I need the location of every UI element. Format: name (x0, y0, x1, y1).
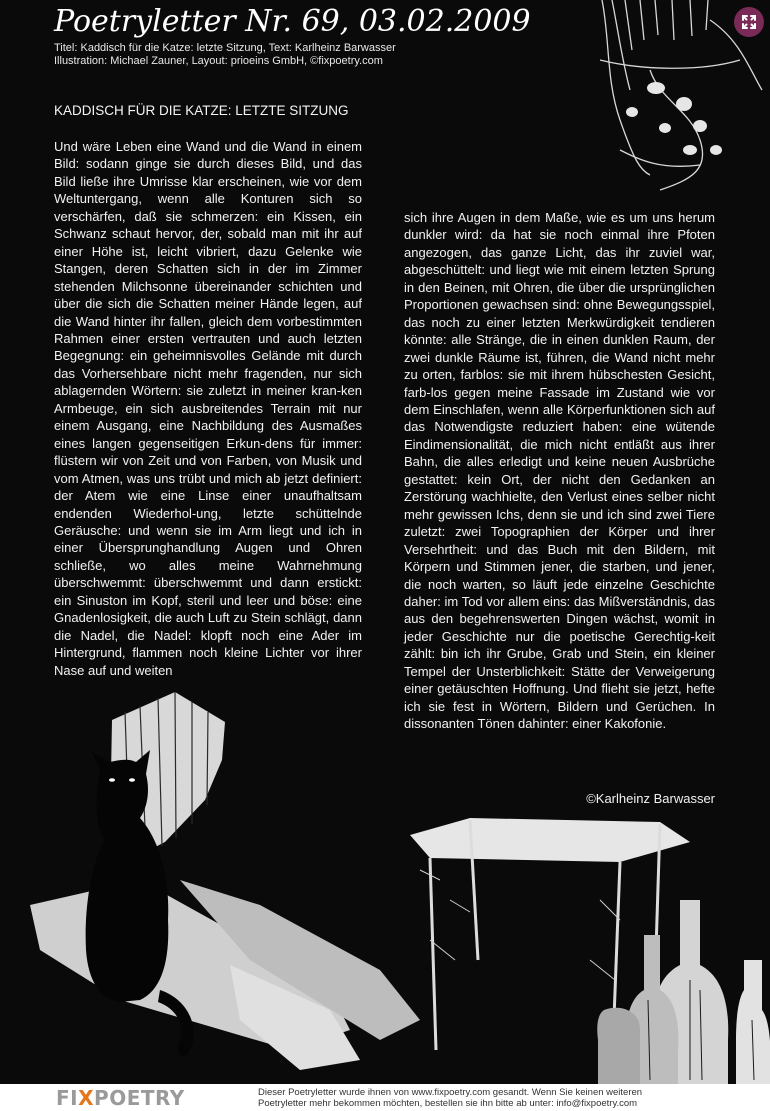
expand-icon (734, 7, 764, 37)
bottles-illustration (597, 900, 770, 1084)
page-title: Poetryletter Nr. 69, 03.02.2009 (54, 4, 531, 39)
footer-note (258, 1087, 642, 1109)
footer-note-line-2: Poetryletter mehr bekommen möchten, bestellen sie ihn bitte ab unter: info@fixpoetry.com (258, 1098, 638, 1109)
footer (0, 1084, 770, 1111)
logo-text-right: POETRY (94, 1086, 185, 1110)
logo-text-left: FI (56, 1086, 79, 1110)
footer-note-line-1: Dieser Poetryletter wurde ihnen von www.fixpoetry.com gesandt. Wenn Sie keinen weiteren (258, 1087, 643, 1098)
window-light (30, 692, 420, 1070)
poem-column-2: sich ihre Augen in dem Maße, wie es um uns herum dunkler wird: da hat sie noch einmal ihre Pfoten angezogen, das ganze Licht, das ihr zuviel war, abgeschüttelt: und liegt wie mit einem letzten Sprung in den Beinen, mit Ohren, die über die ursprünglichen Proportionen gewachsen sind: ohne Bewegungsspiel, das noch zu einer letzten Merkwürdigkeit tendieren könnte: alle Stränge, die in einen dunklen Raum, der zwei dunkle Räume ist, führen, die Wand nicht mehr zu orten, farblos: sie mit ihrem hübschesten Gesicht, farb-los gegen meine Fassade im Zustand wie vor dem Einschlafen, wenn alle Körperfunktionen sich auf das Notwendigste reduziert haben: eine wütende Eindimensionalität, die mich nicht entläßt aus ihrer Bahn, die alles erledigt und keine neuen Ausbrüche gestattet: kein Ort, der nicht den Gedanken an Zerstörung wachhielte, den Verlust eines selber nicht mehr gewissen Ichs, denn sie und ich sind zwei Tiere zuletzt: zwei Topographien der Körper und ihrer Versehrtheit: und das Buch mit den Bildern, mit Körpern und Stimmen jener, die starben, und jener, die noch warten, so läuft jede einzelne Geschichte daher: im Tod vor allem eins: das Mißverständnis, das aus den begehrenswerten Dingen wächst, womit in jeder Geschichte nur die poetische Gerechtig-keit zählt: bin ich ihr Grube, Grab und Stein, ein kleiner Tempel der Unsterblichkeit: Stätte der Verweigerung einer getäuschten Hoffnung. Und flieht sie jetzt, hefte ich sie fest in Wörtern, Bildern und Gerüchen. In dissonanten Tönen dahinter: einer Kakofonie. (404, 210, 715, 732)
credit-line-text: Titel: Kaddisch für die Katze: letzte Sitzung, Text: Karlheinz Barwasser (54, 42, 396, 54)
leaf-cluster (626, 82, 722, 155)
fixpoetry-logo[interactable] (56, 1086, 185, 1110)
poem-column-1: Und wäre Leben eine Wand und die Wand in einem Bild: sodann ginge sie durch dieses Bild, und das Bild ließe ihre Umrisse klar erscheinen, wie vor dem Weltuntergang, wenn alle Konturen sich so verschärfen, daß sie schmerzen: ein Kissen, ein Schwanz schaut hervor, der, sobald man mit ihr auf einer Höhe ist, leicht vibriert, dazu Gelenke wie Stangen, deren Schatten sich in der im Zimmer stehenden Milchsonne übereinander schichten und über die sich die Schatten meiner Hände legen, auf die Wand hinter ihr fallen, gleich dem vorbestimmten Rahmen einer ersten vertrauten und auch letzten Begegnung: ein geheimnisvolles Gelände mit durch das Vorhersehbare nicht mehr fragenden, nur sich ablagernden Wörtern: sie zuletzt in meiner kran-ken Armbeuge, ein sich ausbreitendes Terrain mit nur einem Ausgang, eine Nachbildung des Ausmaßes eines langen gegenseitigen Erkun-dens für immer: flüstern wir von Zeit und von Farben, von Musik und vom Atmen, was uns trübt und mich ab jetzt definiert: der Atem wie eine Linse einer unaufhaltsam endenden Wiederhol-ung, letzte schüttelnde Geräusche: und wenn sie im Arm liegt und ich in einer Übersprunghandlung Augen und Ohren schließe, wo alles meine Wahrnehmung überschwemmt: überschwemmt und dann erstickt: ein Sinuston im Kopf, steril und leer und böse: eine Gnadenlosigkeit, die auch Luft zu Stein schlägt, dann die Nadel, die Nadel: klopft noch eine Ader im Hintergrund, flammen noch kleine Lichter vor ihrer Nase auf und weiten (54, 139, 362, 678)
expand-button[interactable] (734, 7, 764, 37)
credits (54, 42, 396, 68)
author-copyright: ©Karlheinz Barwasser (586, 791, 715, 806)
credit-line-illustration: Illustration: Michael Zauner, Layout: prioeins GmbH, ©fixpoetry.com (54, 55, 383, 67)
logo-text-x: X (78, 1086, 95, 1110)
poem-heading: KADDISCH FÜR DIE KATZE: LETZTE SITZUNG (54, 103, 349, 118)
